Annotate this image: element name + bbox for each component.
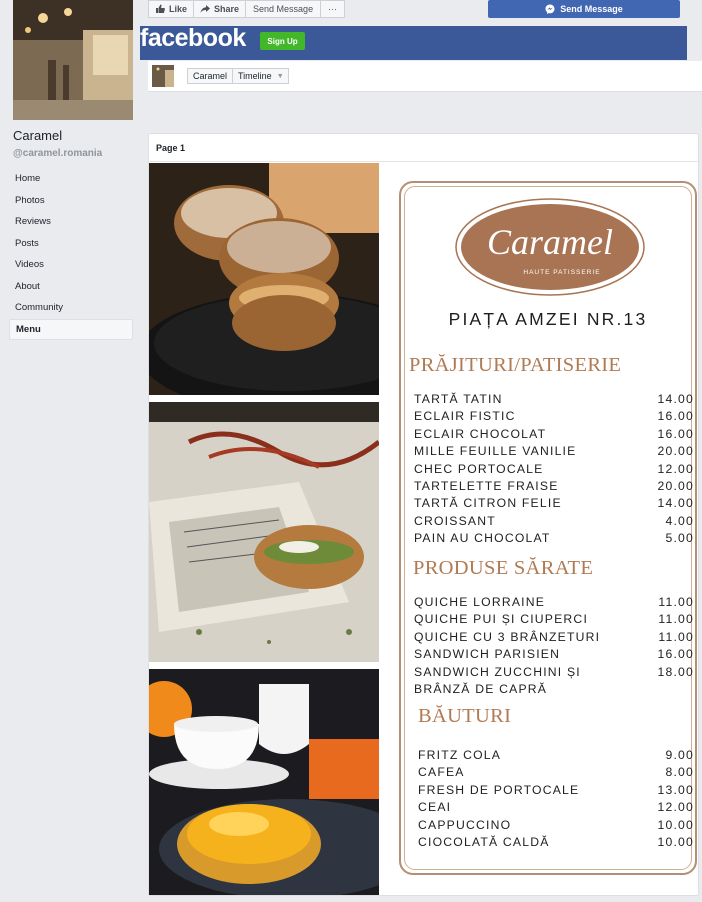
breadcrumb[interactable] [187, 68, 289, 84]
list-item [414, 612, 694, 629]
item-name: CHEC PORTOCALE [414, 461, 544, 476]
item-price: 9.00 [665, 748, 694, 762]
item-price: 18.00 [657, 664, 694, 679]
list-item [414, 462, 694, 479]
list-item [414, 514, 694, 531]
item-price: 14.00 [657, 392, 694, 406]
card-header: Page 1 [149, 134, 698, 162]
facebook-logo[interactable]: facebook [140, 24, 246, 52]
list-item [414, 595, 694, 612]
item-name: CIOCOLATĂ CALDĂ [418, 834, 550, 849]
item-price: 16.00 [657, 409, 694, 424]
item-name: TARTELETTE FRAISE [414, 478, 559, 493]
item-price: 12.00 [657, 800, 694, 815]
list-item [414, 496, 694, 513]
section-title-drinks: BĂUTURI [418, 705, 512, 727]
list-item [418, 783, 694, 800]
send-message-primary-label: Send Message [560, 4, 623, 14]
item-name: FRITZ COLA [418, 748, 502, 762]
list-item [414, 647, 694, 664]
sandwich-photo[interactable] [149, 402, 379, 662]
item-name: TARTĂ CITRON FELIE [414, 496, 562, 511]
item-price: 11.00 [658, 612, 694, 627]
list-item [414, 444, 694, 461]
list-item [418, 800, 694, 817]
list-item [414, 630, 694, 647]
page-name[interactable]: Caramel [13, 128, 63, 143]
item-price: 13.00 [657, 782, 694, 797]
list-item [414, 682, 694, 699]
item-name: FRESH DE PORTOCALE [418, 782, 580, 797]
section-title-pastry: PRĂJITURI/PATISERIE [409, 354, 622, 376]
share-icon [200, 4, 210, 14]
sidebar-item-reviews[interactable]: Reviews [15, 216, 51, 227]
tart-coffee-photo[interactable] [149, 669, 379, 895]
share-button[interactable] [194, 0, 246, 18]
item-price: 16.00 [657, 647, 694, 662]
item-name: BRÂNZĂ DE CAPRĂ [414, 681, 548, 696]
sidebar-item-about[interactable]: About [15, 280, 40, 292]
savory-item-list [414, 595, 694, 699]
sidebar-item-home[interactable]: Home [15, 173, 41, 184]
list-item [418, 748, 694, 765]
page-thumbnail[interactable] [152, 65, 174, 87]
pastry-item-list [414, 392, 694, 549]
like-button[interactable] [148, 0, 194, 18]
share-label: Share [214, 4, 240, 14]
item-price: 12.00 [657, 461, 694, 476]
list-item [414, 479, 694, 496]
item-name: PAIN AU CHOCOLAT [414, 531, 551, 546]
breadcrumb-section[interactable]: Timeline [238, 71, 272, 81]
item-name: QUICHE PUI ȘI CIUPERCI [414, 612, 589, 627]
sidebar-item-posts[interactable]: Posts [15, 237, 39, 249]
messenger-icon [545, 4, 555, 14]
pastry-photo[interactable] [149, 163, 379, 395]
item-price: 20.00 [657, 478, 694, 493]
page-handle[interactable]: @caramel.romania [13, 148, 103, 159]
chevron-down-icon[interactable]: ▼ [276, 72, 284, 80]
profile-photo[interactable] [13, 0, 133, 120]
list-item [414, 392, 694, 409]
list-item [418, 818, 694, 835]
page-action-bar [148, 0, 345, 18]
item-name: QUICHE CU 3 BRÂNZETURI [414, 629, 601, 644]
send-message-primary-button[interactable] [488, 0, 680, 18]
menu-card [148, 133, 699, 896]
menu-address: PIAȚA AMZEI NR.13 [448, 309, 648, 329]
sidebar-nav [9, 168, 133, 340]
item-name: SANDWICH PARISIEN [414, 647, 561, 662]
item-price: 14.00 [657, 496, 694, 511]
facebook-banner [140, 26, 687, 60]
list-item [414, 531, 694, 548]
item-name: TARTĂ TATIN [414, 392, 503, 406]
sidebar-item-videos[interactable]: Videos [15, 259, 44, 270]
send-message-button[interactable]: Send Message [246, 0, 321, 18]
item-price: 10.00 [657, 834, 694, 849]
item-price: 4.00 [665, 513, 694, 528]
signup-button[interactable]: Sign Up [260, 32, 305, 50]
menu-board [399, 181, 697, 875]
logo-wordmark: Caramel [487, 222, 613, 262]
drinks-item-list [418, 748, 694, 852]
item-price: 11.00 [658, 629, 694, 644]
item-name: CAPPUCCINO [418, 817, 512, 832]
caramel-logo [455, 198, 645, 296]
item-name: SANDWICH ZUCCHINI ȘI [414, 664, 581, 679]
sidebar-item-photos[interactable]: Photos [15, 194, 45, 206]
sidebar-item-menu[interactable]: Menu [9, 319, 133, 341]
item-name: CAFEA [418, 765, 465, 780]
item-name: CROISSANT [414, 513, 496, 528]
item-price: 20.00 [657, 444, 694, 459]
item-name: CEAI [418, 800, 452, 815]
item-name: ECLAIR FISTIC [414, 409, 516, 424]
thumbs-up-icon [155, 4, 165, 14]
item-name: ECLAIR CHOCOLAT [414, 426, 547, 441]
item-price: 11.00 [658, 595, 694, 609]
more-options-button[interactable]: ··· [321, 0, 345, 18]
sidebar-item-community[interactable]: Community [15, 302, 64, 313]
list-item [414, 409, 694, 426]
item-price: 10.00 [657, 817, 694, 832]
page-subnav-bar [148, 61, 702, 92]
item-name: QUICHE LORRAINE [414, 595, 546, 609]
item-price: 5.00 [665, 531, 694, 546]
item-price: 16.00 [657, 426, 694, 441]
item-price: 8.00 [665, 765, 694, 780]
logo-subtext: HAUTE PATISSERIE [523, 269, 601, 276]
list-item [418, 835, 694, 852]
like-label: Like [169, 4, 188, 14]
list-item [418, 765, 694, 782]
section-title-savory: PRODUSE SĂRATE [413, 557, 594, 579]
item-name: MILLE FEUILLE VANILIE [414, 444, 577, 459]
breadcrumb-page[interactable]: Caramel [193, 71, 228, 81]
list-item [414, 665, 694, 682]
list-item [414, 427, 694, 444]
